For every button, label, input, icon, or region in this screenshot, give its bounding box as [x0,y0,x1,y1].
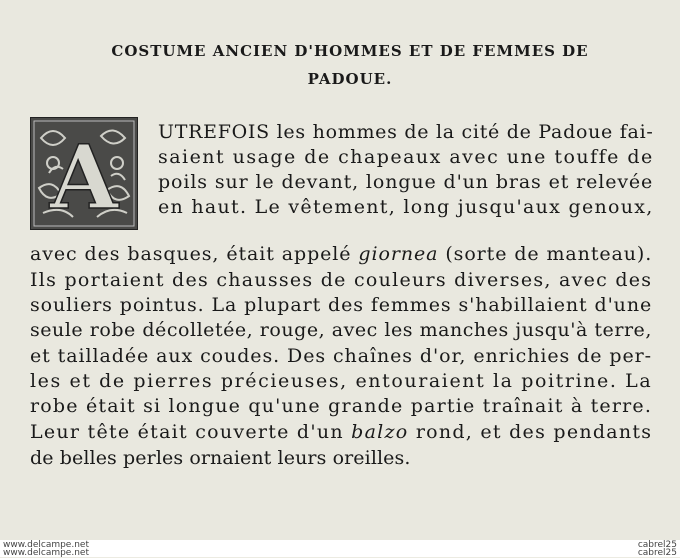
body-line-text: rond, et des pendants [408,421,653,443]
body-line-text: Leur tête était couverte d'un [30,421,352,443]
footer-left-2: www.delcampe.net [3,548,89,558]
body-line [30,369,658,393]
body-line-text: UTREFOIS les hommes de la cité de Padoue fai- [158,121,654,143]
body-line [30,420,658,444]
body-line-text: les et de pierres précieuses, entouraient la poitrine. La [30,370,653,392]
body-line-text: de belles perles ornaient leurs oreilles. [30,447,411,469]
footer-left-1: www.delcampe.net [3,540,89,550]
body-line-text: Ils portaient des chausses de couleurs diverses, avec des [30,269,653,291]
body-line [30,293,658,317]
body-line-text: avec des basques, était appelé [30,243,359,265]
body-line [158,145,658,169]
body-line-text: saient usage de chapeaux avec une touffe de [158,146,654,168]
body-line [30,268,658,292]
dropcap-ornament [30,117,138,230]
body-line [158,120,658,144]
body-line [30,318,658,342]
title-line-2: PADOUE. [307,70,393,88]
body-line [30,344,658,368]
italic-term: giornea [358,243,439,265]
footer-right-1: cabrel25 [637,540,677,550]
body-line [30,446,658,470]
body-line [30,242,658,266]
dropcap-letter: A [49,125,119,229]
footer-right-2: cabrel25 [637,548,677,558]
footer-watermark [0,540,680,557]
title-line-1: COSTUME ANCIEN D'HOMMES ET DE FEMMES DE [111,42,589,60]
body-line-text: seule robe décolletée, rouge, avec les manches jusqu'à terre, [30,319,652,341]
body-line-text: (sorte de manteau). [438,243,653,265]
body-line-text: en haut. Le vêtement, long jusqu'aux genoux, [158,196,654,218]
body-line-text: souliers pointus. La plupart des femmes s'habillaient d'une [30,294,653,316]
body-line-text: et tailladée aux coudes. Des chaînes d'or, enrichies de per- [30,345,652,367]
body-line [30,394,658,418]
body-line-text: poils sur le devant, longue d'un bras et relevée [158,171,654,193]
body-line-text: robe était si longue qu'une grande partie traînait à terre. [30,395,653,417]
body-line [158,195,658,219]
body-line [158,170,658,194]
italic-term: balzo [351,421,409,443]
